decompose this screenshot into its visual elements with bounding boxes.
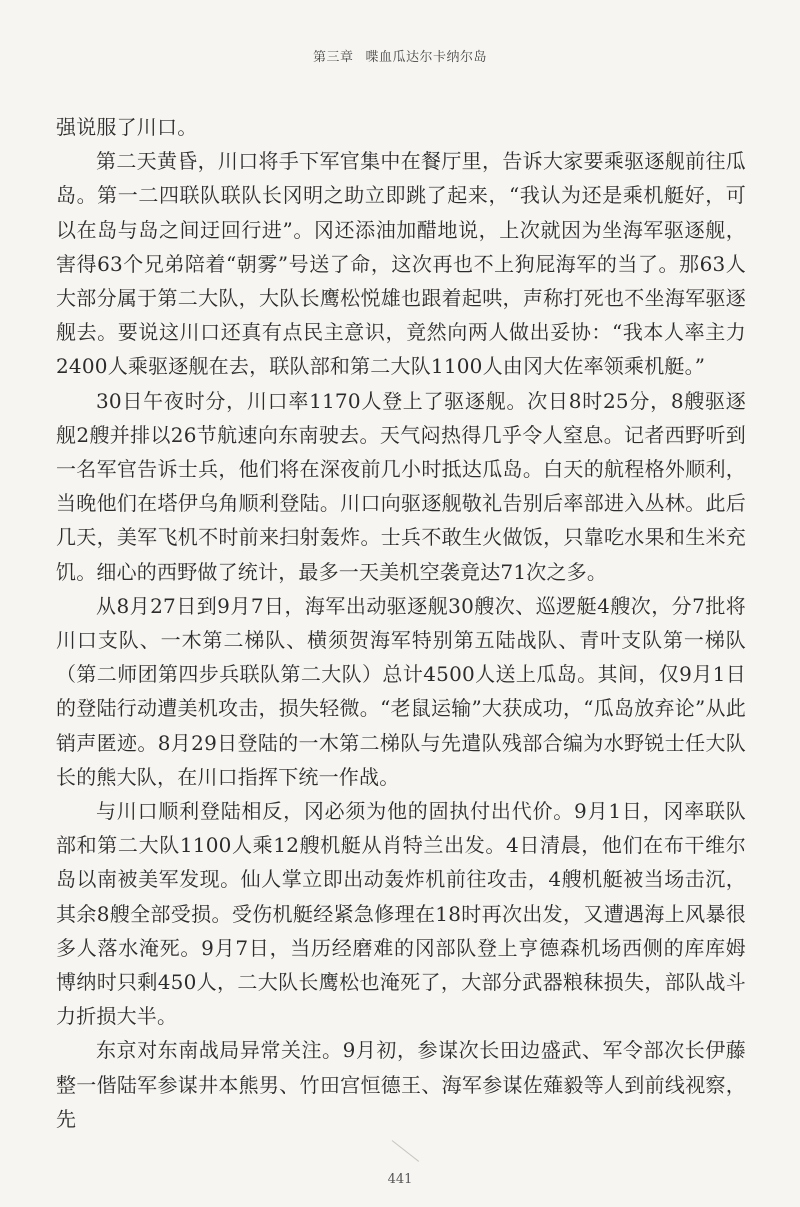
paragraph-4: 从8月27日到9月7日，海军出动驱逐舰30艘次、巡逻艇4艘次，分7批将川口支队、一木第二梯队、横须贺海军特别第五陆战队、青叶支队第一梯队（第二师团第四步兵联队第二大队）总计4500人送上瓜岛。其间，仅9月1日的登陆行动遭美机攻击，损失轻微。“老鼠运输”大获成功，“瓜岛放弃论”从此销声匿迹。8月29日登陆的一木第二梯队与先遣队残部合编为水野锐士任大队长的熊大队，在川口指挥下统一作战。 xyxy=(56,593,746,789)
paragraph-3: 30日午夜时分，川口率1170人登上了驱逐舰。次日8时25分，8艘驱逐舰2艘并排以26节航速向东南驶去。天气闷热得几乎令人窒息。记者西野听到一名军官告诉士兵，他们将在深夜前几小时抵达瓜岛。白天的航程格外顺利，当晚他们在塔伊乌角顺利登陆。川口向驱逐舰敬礼告别后率部进入丛林。此后几天，美军飞机不时前来扫射轰炸。士兵不敢生火做饭，只靠吃水果和生米充饥。细心的西野做了统计，最多一天美机空袭竟达71次之多。 xyxy=(56,388,746,584)
chapter-number: 第三章 xyxy=(312,50,354,65)
paragraph-6: 东京对东南战局异常关注。9月初，参谋次长田边盛武、军令部次长伊藤整一偕陆军参谋井本熊男、竹田宫恒德王、海军参谋佐薙毅等人到前线视察，先 xyxy=(56,1038,746,1131)
paragraph-1: 强说服了川口。 xyxy=(56,115,198,139)
paragraph-2: 第二天黄昏，川口将手下军官集中在餐厅里，告诉大家要乘驱逐舰前往瓜岛。第一二四联队联队长冈明之助立即跳了起来，“我认为还是乘机艇好，可以在岛与岛之间迂回行进”。冈还添油加醋地说，上次就因为坐海军驱逐舰，害得63个兄弟陪着“朝雾”号送了命，这次再也不上狗屁海军的当了。那63人大部分属于第二大队，大队长鹰松悦雄也跟着起哄，声称打死也不坐海军驱逐舰去。要说这川口还真有点民主意识，竟然向两人做出妥协：“我本人率主力2400人乘驱逐舰在去，联队部和第二大队1100人由冈大佐率领乘机艇。” xyxy=(56,149,746,379)
scan-mark xyxy=(392,1140,419,1162)
running-header xyxy=(0,46,800,65)
page-number: 441 xyxy=(387,1172,413,1187)
paragraph-5: 与川口顺利登陆相反，冈必须为他的固执付出代价。9月1日，冈率联队部和第二大队1100人乘12艘机艇从肖特兰出发。4日清晨，他们在布干维尔岛以南被美军发现。仙人掌立即出动轰炸机前往攻击，4艘机艇被当场击沉，其余8艘全部受损。受伤机艇经紧急修理在18时再次出发，又遭遇海上风暴很多人落水淹死。9月7日，当历经磨难的冈部队登上亨德森机场西侧的库库姆博纳时只剩450人，二大队长鹰松也淹死了，大部分武器粮秣损失，部队战斗力折损大半。 xyxy=(56,799,746,1029)
body-text xyxy=(56,110,746,1136)
chapter-title: 喋血瓜达尔卡纳尔岛 xyxy=(365,50,488,65)
